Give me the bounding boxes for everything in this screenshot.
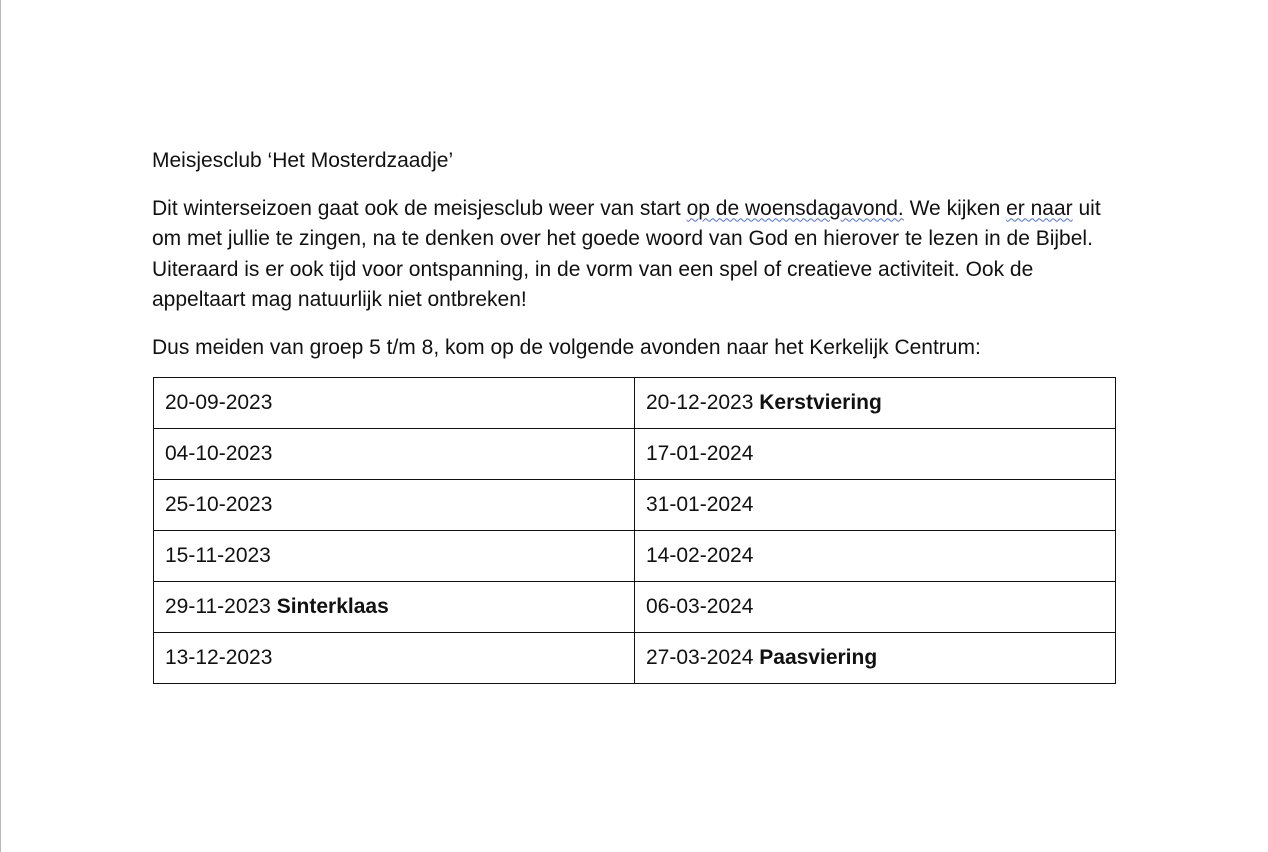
page-edge: [0, 0, 1, 852]
document-body: [152, 146, 1117, 684]
schedule-cell-left: [154, 429, 635, 480]
table-row: [154, 480, 1116, 531]
table-row: [154, 378, 1116, 429]
intro-paragraph: [152, 194, 1117, 316]
schedule-date: 17-01-2024: [646, 441, 754, 465]
schedule-cell-left: [154, 480, 635, 531]
schedule-cell-right: [635, 429, 1116, 480]
paragraph-text-rest: uit om met jullie te zingen, na te denken over het goede woord van God en hierover te lezen in de Bijbel. Uiteraard is er ook tijd voor ontspanning, in de vorm van een spel of creatieve activiteit. Ook de appeltaart mag natuurlijk niet ontbreken!: [152, 196, 1101, 311]
schedule-date: 13-12-2023: [165, 645, 273, 669]
table-row: [154, 429, 1116, 480]
schedule-cell-right: [635, 480, 1116, 531]
schedule-event: Sinterklaas: [276, 594, 389, 618]
paragraph-text-mid: We kijken: [903, 196, 1007, 220]
schedule-cell-left: [154, 531, 635, 582]
schedule-cell-right: [635, 378, 1116, 429]
grammar-flag-woensdagavond[interactable]: op de woensdagavond.: [686, 196, 904, 220]
schedule-event: Kerstviering: [759, 390, 882, 414]
table-row: [154, 582, 1116, 633]
schedule-intro: Dus meiden van groep 5 t/m 8, kom op de volgende avonden naar het Kerkelijk Centrum:: [152, 335, 981, 359]
schedule-table: [153, 377, 1116, 684]
schedule-cell-left: [154, 633, 635, 684]
schedule-date: 04-10-2023: [165, 441, 273, 465]
schedule-date: 25-10-2023: [165, 492, 273, 516]
schedule-cell-left: [154, 378, 635, 429]
schedule-date: 27-03-2024: [646, 645, 754, 669]
schedule-cell-right: [635, 582, 1116, 633]
schedule-cell-right: [635, 633, 1116, 684]
schedule-date: 14-02-2024: [646, 543, 754, 567]
schedule-date: 31-01-2024: [646, 492, 754, 516]
schedule-date: 06-03-2024: [646, 594, 754, 618]
table-row: [154, 531, 1116, 582]
schedule-date: 20-09-2023: [165, 390, 273, 414]
schedule-event: Paasviering: [759, 645, 878, 669]
grammar-flag-er-naar[interactable]: er naar: [1006, 196, 1073, 220]
schedule-date: 20-12-2023: [646, 390, 754, 414]
schedule-cell-right: [635, 531, 1116, 582]
schedule-date: 15-11-2023: [165, 543, 271, 567]
schedule-date: 29-11-2023: [165, 594, 271, 618]
table-row: [154, 633, 1116, 684]
document-title: Meisjesclub ‘Het Mosterdzaadje’: [152, 149, 454, 172]
paragraph-text-start: Dit winterseizoen gaat ook de meisjesclub weer van start: [152, 196, 687, 220]
schedule-cell-left: [154, 582, 635, 633]
